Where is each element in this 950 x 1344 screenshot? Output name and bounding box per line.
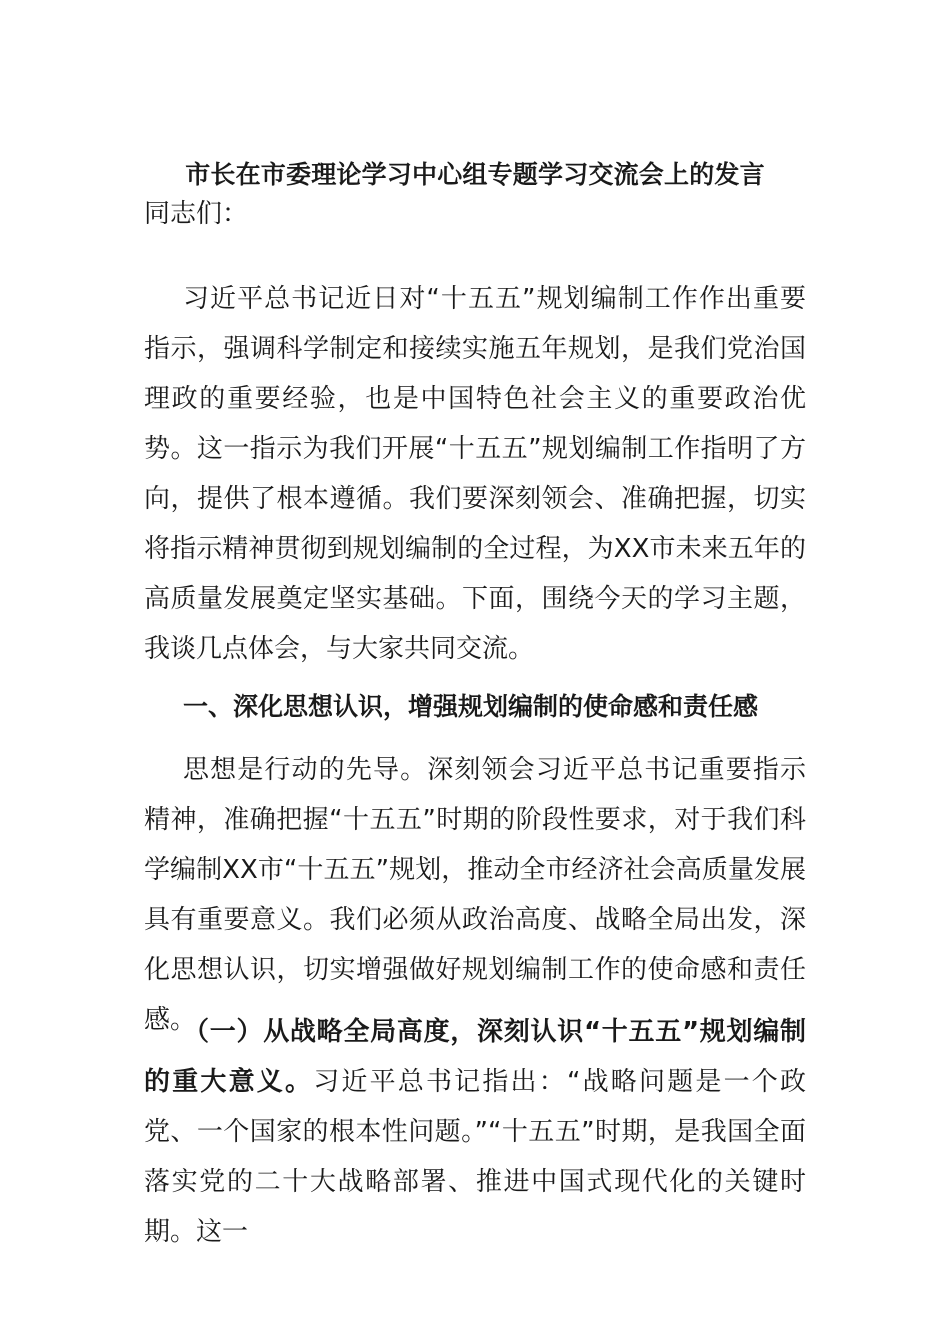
paragraph-subsection-1 bbox=[144, 1007, 806, 1257]
subsection-heading-1: （一）从战略全局高度，深刻认识“十五五”规划编制的重大意义。 bbox=[144, 1017, 806, 1097]
section-heading-1: 一、深化思想认识，增强规划编制的使命感和责任感 bbox=[183, 692, 759, 721]
paragraph-intro: 习近平总书记近日对“十五五”规划编制工作作出重要指示，强调科学制定和接续实施五年规划，是我们党治国理政的重要经验，也是中国特色社会主义的重要政治优势。这一指示为我们开展“十五五”规划编制工作指明了方向，提供了根本遵循。我们要深刻领会、准确把握，切实将指示精神贯彻到规划编制的全过程，为XX市未来五年的高质量发展奠定坚实基础。下面，围绕今天的学习主题，我谈几点体会，与大家共同交流。 bbox=[144, 284, 806, 664]
subsection-body-1: 习近平总书记指出：“战略问题是一个政党、一个国家的根本性问题。”“十五五”时期，是我国全面落实党的二十大战略部署、推进中国式现代化的关键时期。这一 bbox=[144, 1067, 806, 1247]
salutation: 同志们： bbox=[144, 199, 249, 229]
paragraph-section-1: 思想是行动的先导。深刻领会习近平总书记重要指示精神，准确把握“十五五”时期的阶段性要求，对于我们科学编制XX市“十五五”规划，推动全市经济社会高质量发展具有重要意义。我们必须从政治高度、战略全局出发，深化思想认识，切实增强做好规划编制工作的使命感和责任感。 bbox=[144, 755, 806, 1035]
document-title: 市长在市委理论学习中心组专题学习交流会上的发言 bbox=[185, 160, 765, 189]
